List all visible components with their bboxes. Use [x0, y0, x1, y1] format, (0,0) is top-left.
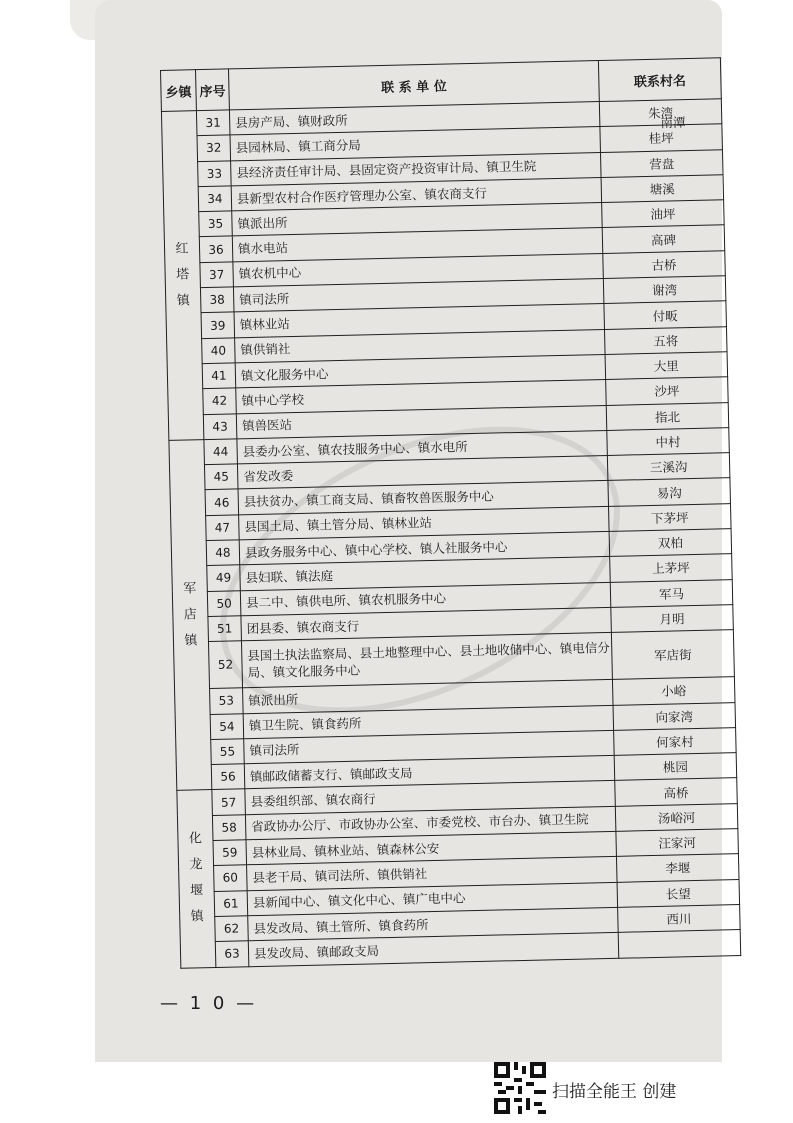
- header-seq: 序号: [196, 69, 230, 111]
- seq-cell: 34: [198, 186, 232, 212]
- seq-cell: 63: [215, 941, 249, 967]
- header-units: 联 系 单 位: [228, 61, 599, 110]
- seq-cell: 54: [210, 713, 244, 739]
- seq-cell: 41: [202, 363, 236, 389]
- units-cell: 县发改局、镇土管所、镇食药所: [248, 907, 618, 941]
- village-cell: 下茅坪: [609, 503, 732, 531]
- units-cell: 县政务服务中心、镇中心学校、镇人社服务中心: [239, 531, 609, 565]
- village-cell: 何家村: [614, 727, 737, 755]
- seq-cell: 35: [199, 211, 233, 237]
- village-cell: 汤峪河: [615, 803, 738, 831]
- seq-cell: 48: [206, 540, 240, 566]
- units-cell: 镇司法所: [244, 730, 614, 764]
- village-cell: 南潭: [660, 114, 686, 131]
- units-cell: 镇林业站: [234, 304, 604, 338]
- seq-cell: 59: [213, 840, 247, 866]
- town-char: 化: [188, 831, 203, 847]
- units-cell: 镇邮政储蓄支行、镇邮政支局: [244, 755, 614, 789]
- seq-cell: 53: [210, 688, 244, 714]
- units-cell: 县国土执法监察局、县土地整理中心、县土地收储中心、镇电信分局、镇文化服务中心: [241, 633, 612, 688]
- village-cell: 双柏: [609, 529, 732, 557]
- seq-cell: 40: [202, 338, 236, 364]
- town-char: 镇: [176, 293, 190, 309]
- village-cell: 油坪: [602, 200, 725, 228]
- village-cell: 小峪: [612, 677, 735, 705]
- units-cell: 县林业局、镇林业站、镇森林公安: [246, 831, 616, 865]
- seq-cell: 42: [203, 388, 237, 414]
- village-cell: 大里: [605, 352, 728, 380]
- liaison-table: [160, 57, 741, 968]
- village-cell: 中村: [607, 428, 730, 456]
- village-cell: 三溪沟: [607, 453, 730, 481]
- seq-cell: 46: [205, 489, 239, 515]
- village-cell: 军马: [610, 579, 733, 607]
- seq-cell: 56: [211, 764, 245, 790]
- village-cell: 易沟: [608, 478, 731, 506]
- units-cell: 省政协办公厅、市政协办公室、市委党校、市台办、镇卫生院: [245, 806, 615, 840]
- village-cell: 汪家河: [616, 829, 739, 857]
- village-cell: 军店街: [611, 630, 734, 680]
- units-cell: 县二中、镇供电所、镇农机服务中心: [240, 582, 610, 616]
- header-town: 乡镇: [161, 70, 197, 112]
- units-cell: 县委组织部、镇农商行: [245, 781, 615, 815]
- units-cell: 县新型农村合作医疗管理办公室、镇农商支行: [231, 177, 601, 211]
- units-cell: 县委办公室、镇农技服务中心、镇水电所: [237, 430, 607, 464]
- units-cell: 县经济责任审计局、县固定资产投资审计局、镇卫生院: [231, 152, 601, 186]
- units-cell: 县妇联、镇法庭: [240, 557, 610, 591]
- town-cell: [177, 790, 216, 968]
- seq-cell: 33: [198, 161, 232, 187]
- village-cell: 付畈: [604, 301, 727, 329]
- seq-cell: 39: [201, 312, 235, 338]
- units-cell: 镇文化服务中心: [235, 354, 605, 388]
- town-char: 镇: [190, 909, 204, 925]
- village-cell: 向家湾: [613, 702, 736, 730]
- village-cell: 营盘: [600, 149, 723, 177]
- village-cell: 月明: [611, 605, 734, 633]
- seq-cell: 44: [204, 439, 238, 465]
- units-cell: 镇派出所: [243, 680, 613, 714]
- units-cell: 县园林局、镇工商分局: [230, 127, 600, 161]
- units-cell: 镇司法所: [233, 279, 603, 313]
- village-cell: 西川: [618, 904, 741, 932]
- units-cell: 镇农机中心: [233, 253, 603, 287]
- seq-cell: 37: [200, 262, 234, 288]
- seq-cell: 50: [207, 590, 241, 616]
- village-cell: 桃园: [614, 753, 737, 781]
- seq-cell: 38: [200, 287, 234, 313]
- seq-cell: 51: [208, 616, 242, 642]
- village-cell: 沙坪: [606, 377, 729, 405]
- header-village: 联系村名: [598, 58, 721, 102]
- town-char: 店: [183, 606, 198, 623]
- seq-cell: 47: [206, 515, 240, 541]
- seq-cell: 58: [212, 814, 246, 840]
- seq-cell: 43: [203, 413, 237, 439]
- village-cell: 高碑: [602, 225, 725, 253]
- page-number: — 1 0 —: [160, 993, 258, 1014]
- seq-cell: 49: [207, 565, 241, 591]
- village-cell: 朱湾: [599, 99, 722, 127]
- units-cell: 县老干局、镇司法所、镇供销社: [247, 857, 617, 891]
- seq-cell: 32: [197, 135, 231, 161]
- units-cell: 镇水电站: [232, 228, 602, 262]
- seq-cell: 57: [212, 789, 246, 815]
- village-cell: 塘溪: [601, 175, 724, 203]
- seq-cell: 36: [199, 236, 233, 262]
- town-char: 堰: [189, 883, 204, 899]
- units-cell: 县房产局、镇财政所: [229, 102, 599, 136]
- seq-cell: 52: [208, 641, 242, 689]
- seq-cell: 45: [204, 464, 238, 490]
- units-cell: 省发改委: [237, 456, 607, 490]
- village-cell: 长望: [617, 879, 740, 907]
- village-cell: [618, 930, 741, 958]
- village-cell: 李堰: [616, 854, 739, 882]
- village-cell: 谢湾: [603, 276, 726, 304]
- seq-cell: 61: [214, 890, 248, 916]
- units-cell: 县国土局、镇土管分局、镇林业站: [239, 506, 609, 540]
- units-cell: 县扶贫办、镇工商支局、镇畜牧兽医服务中心: [238, 481, 608, 515]
- units-cell: 镇供销社: [235, 329, 605, 363]
- town-char: 塔: [175, 267, 190, 283]
- units-cell: 县新闻中心、镇文化中心、镇广电中心: [247, 882, 617, 916]
- village-cell: 古桥: [603, 251, 726, 279]
- town-char: 龙: [189, 857, 203, 873]
- units-cell: 县发改局、镇邮政支局: [248, 933, 618, 967]
- town-char: 镇: [184, 632, 198, 649]
- seq-cell: 60: [214, 865, 248, 891]
- village-cell: 高桥: [615, 778, 738, 806]
- units-cell: 镇卫生院、镇食药所: [243, 705, 613, 739]
- units-cell: 镇派出所: [232, 203, 602, 237]
- units-cell: 镇中心学校: [236, 380, 606, 414]
- seq-cell: 31: [196, 110, 230, 136]
- village-cell: 桂坪: [600, 124, 723, 152]
- village-cell: 上茅坪: [610, 554, 733, 582]
- units-cell: 团县委、镇农商支行: [241, 607, 611, 641]
- town-char: 军: [183, 580, 197, 597]
- units-cell: 镇兽医站: [236, 405, 606, 439]
- town-char: 红: [175, 241, 189, 257]
- qr-code-icon: [494, 1062, 546, 1114]
- seq-cell: 62: [215, 916, 249, 942]
- village-cell: 五将: [604, 326, 727, 354]
- scanner-watermark-label: 扫描全能王 创建: [552, 1082, 677, 1102]
- village-cell: 指北: [606, 402, 729, 430]
- seq-cell: 55: [211, 739, 245, 765]
